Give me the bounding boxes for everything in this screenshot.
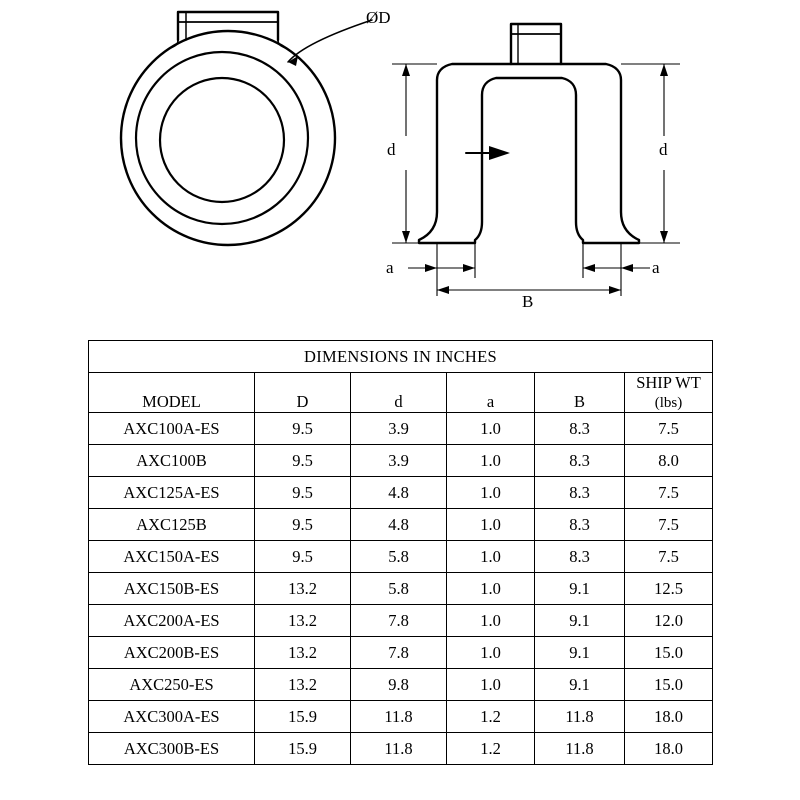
cell-b: 8.3 xyxy=(535,445,625,477)
header-b: B xyxy=(535,373,625,413)
header-d-minor: d xyxy=(351,373,447,413)
cell-d-major: 9.5 xyxy=(255,413,351,445)
cell-a: 1.2 xyxy=(447,701,535,733)
table-row xyxy=(89,637,713,669)
cell-d-minor: 3.9 xyxy=(351,413,447,445)
cell-d-major: 13.2 xyxy=(255,573,351,605)
cell-d-minor: 5.8 xyxy=(351,573,447,605)
cell-d-major: 13.2 xyxy=(255,637,351,669)
left-d-dimension-label: d xyxy=(387,140,396,159)
cell-ship: 15.0 xyxy=(625,637,713,669)
cell-d-minor: 7.8 xyxy=(351,637,447,669)
cell-ship: 12.5 xyxy=(625,573,713,605)
table-title: DIMENSIONS IN INCHES xyxy=(89,341,713,373)
cell-d-major: 15.9 xyxy=(255,701,351,733)
cell-ship: 7.5 xyxy=(625,541,713,573)
header-d-major: D xyxy=(255,373,351,413)
cell-b: 8.3 xyxy=(535,541,625,573)
header-ship-weight xyxy=(625,373,713,413)
cell-ship: 8.0 xyxy=(625,445,713,477)
cell-d-major: 9.5 xyxy=(255,477,351,509)
cell-ship: 15.0 xyxy=(625,669,713,701)
table-row xyxy=(89,573,713,605)
cell-a: 1.0 xyxy=(447,477,535,509)
cell-a: 1.0 xyxy=(447,445,535,477)
header-a: a xyxy=(447,373,535,413)
left-a-dimension-label: a xyxy=(386,258,394,277)
header-ship-weight-line1: SHIP WT xyxy=(636,373,701,392)
table-row xyxy=(89,605,713,637)
cell-d-minor: 11.8 xyxy=(351,733,447,765)
cell-d-minor: 9.8 xyxy=(351,669,447,701)
product-dimension-drawing xyxy=(0,0,800,325)
cell-d-major: 15.9 xyxy=(255,733,351,765)
cell-a: 1.2 xyxy=(447,733,535,765)
cell-model: AXC150A-ES xyxy=(89,541,255,573)
cell-model: AXC125B xyxy=(89,509,255,541)
dimensions-table-body xyxy=(89,341,713,765)
cell-a: 1.0 xyxy=(447,637,535,669)
table-row xyxy=(89,445,713,477)
table-row xyxy=(89,733,713,765)
cell-a: 1.0 xyxy=(447,413,535,445)
cell-b: 9.1 xyxy=(535,637,625,669)
cell-model: AXC250-ES xyxy=(89,669,255,701)
cell-d-major: 9.5 xyxy=(255,445,351,477)
cell-model: AXC200B-ES xyxy=(89,637,255,669)
cell-model: AXC300A-ES xyxy=(89,701,255,733)
header-ship-weight-line2: (lbs) xyxy=(654,394,683,411)
cell-d-minor: 4.8 xyxy=(351,509,447,541)
cell-ship: 12.0 xyxy=(625,605,713,637)
cell-ship: 7.5 xyxy=(625,509,713,541)
cell-a: 1.0 xyxy=(447,669,535,701)
table-row xyxy=(89,701,713,733)
right-d-dimension-label: d xyxy=(659,140,668,159)
table-title-row xyxy=(89,341,713,373)
table-row xyxy=(89,413,713,445)
cell-b: 8.3 xyxy=(535,413,625,445)
cell-model: AXC150B-ES xyxy=(89,573,255,605)
cell-b: 11.8 xyxy=(535,701,625,733)
cell-d-major: 13.2 xyxy=(255,605,351,637)
table-row xyxy=(89,669,713,701)
cell-b: 9.1 xyxy=(535,669,625,701)
cell-a: 1.0 xyxy=(447,573,535,605)
cell-a: 1.0 xyxy=(447,605,535,637)
header-model: MODEL xyxy=(89,373,255,413)
cell-d-major: 9.5 xyxy=(255,509,351,541)
table-header-row xyxy=(89,373,713,413)
dimensions-table-container xyxy=(88,340,712,765)
cell-b: 9.1 xyxy=(535,605,625,637)
cell-model: AXC100B xyxy=(89,445,255,477)
table-row xyxy=(89,477,713,509)
cell-b: 8.3 xyxy=(535,509,625,541)
cell-d-minor: 11.8 xyxy=(351,701,447,733)
cell-d-minor: 4.8 xyxy=(351,477,447,509)
cell-ship: 18.0 xyxy=(625,733,713,765)
cell-b: 8.3 xyxy=(535,477,625,509)
cell-d-major: 9.5 xyxy=(255,541,351,573)
cell-ship: 7.5 xyxy=(625,413,713,445)
right-a-dimension-label: a xyxy=(652,258,660,277)
cell-ship: 7.5 xyxy=(625,477,713,509)
table-row xyxy=(89,509,713,541)
cell-model: AXC300B-ES xyxy=(89,733,255,765)
diameter-callout-label: ØD xyxy=(366,8,391,27)
cell-d-major: 13.2 xyxy=(255,669,351,701)
overall-b-dimension-label: B xyxy=(522,292,534,311)
cell-a: 1.0 xyxy=(447,509,535,541)
cell-b: 11.8 xyxy=(535,733,625,765)
cell-model: AXC125A-ES xyxy=(89,477,255,509)
cell-ship: 18.0 xyxy=(625,701,713,733)
table-row xyxy=(89,541,713,573)
cell-d-minor: 7.8 xyxy=(351,605,447,637)
cell-b: 9.1 xyxy=(535,573,625,605)
cell-d-minor: 3.9 xyxy=(351,445,447,477)
dimensions-table xyxy=(88,340,713,765)
cell-a: 1.0 xyxy=(447,541,535,573)
cell-model: AXC200A-ES xyxy=(89,605,255,637)
cell-model: AXC100A-ES xyxy=(89,413,255,445)
cell-d-minor: 5.8 xyxy=(351,541,447,573)
